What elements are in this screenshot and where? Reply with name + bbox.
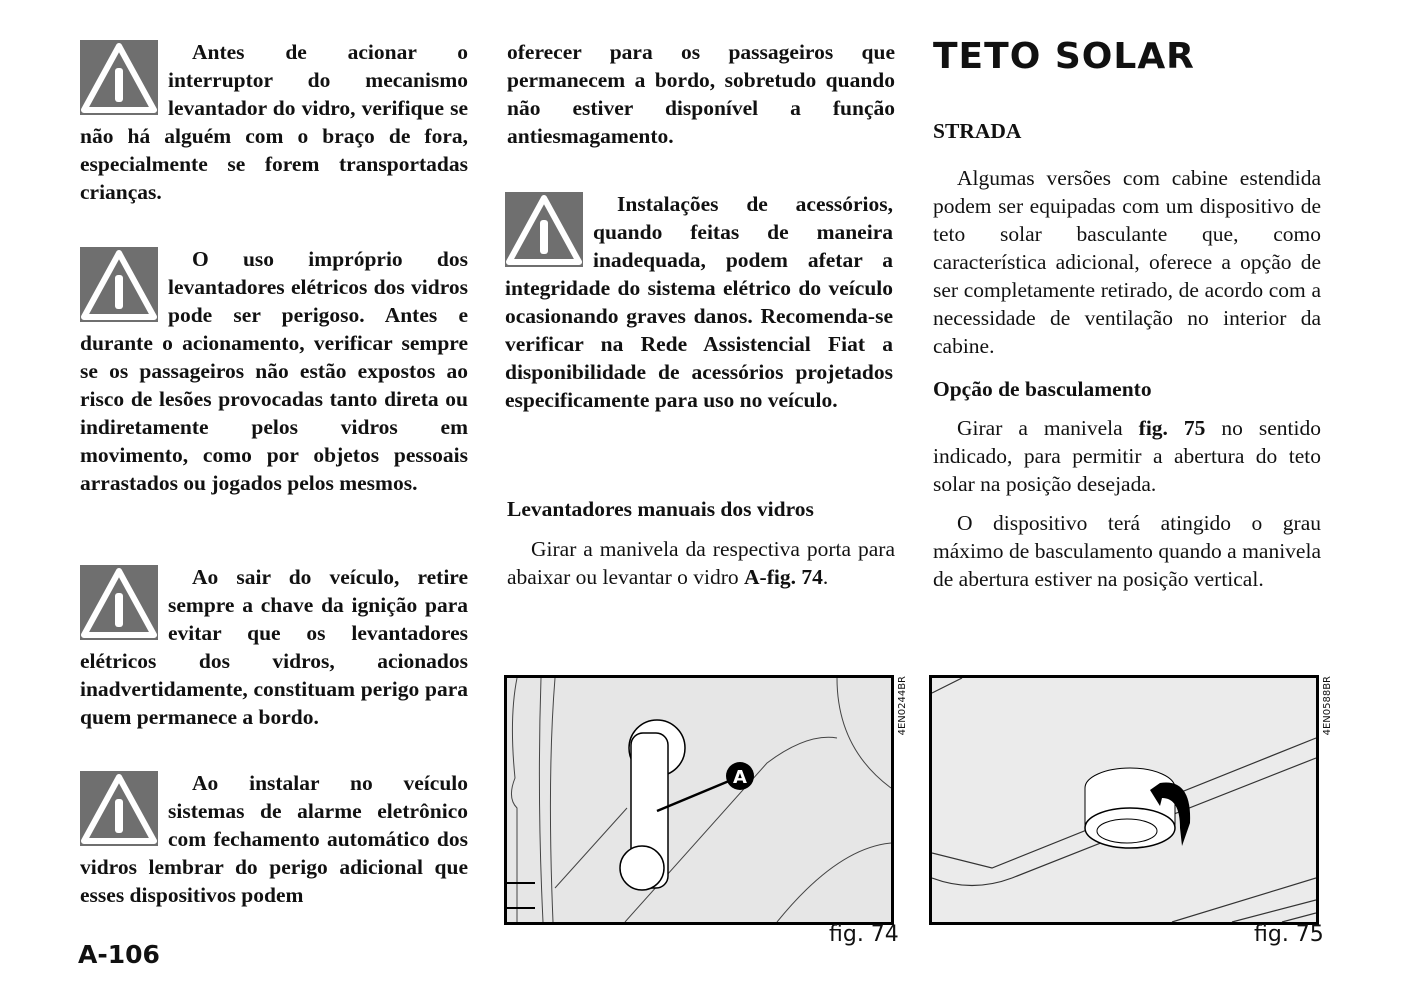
page-title: TETO SOLAR (933, 36, 1195, 77)
warning-block: Instalações de acessórios, quando feitas de maneira inadequada, podem afetar a integridade do sistema elétrico do veículo ocasionando graves danos. Recomenda-se verificar na Rede Assistencial Fiat a disponibilidade de acessórios projetados especificamente para uso no veículo. (505, 192, 893, 412)
figure-75 (929, 675, 1319, 925)
warning-block: O uso impróprio dos levantadores elétricos dos vidros pode ser perigoso. Antes e durante o acionamento, verificar sempre se os passageiros não estão expostos ao risco de lesões provocadas tanto direta ou indiretamente pelos vidros em movimento, como por objetos pessoais arrastados ou jogados pelos mesmos. (80, 247, 468, 495)
figure-reference: A-fig. 74 (744, 565, 823, 589)
window-crank-illustration (507, 678, 891, 922)
warning-triangle-icon (80, 565, 158, 640)
paragraph: Girar a manivela fig. 75 no sentido indicado, para permitir a abertura do teto solar na posição desejada. (933, 416, 1322, 496)
figure-reference: fig. 75 (1138, 416, 1206, 440)
page-number: A-106 (78, 940, 160, 969)
section-subtitle: STRADA (933, 119, 1022, 143)
paragraph: O dispositivo terá atingido o grau máximo de basculamento quando a manivela de abertura estiver na posição vertical. (933, 511, 1321, 591)
warning-triangle-icon (505, 192, 583, 267)
warning-block: Ao sair do veículo, retire sempre a chave da ignição para evitar que os levantadores elétricos dos vidros, acionados inadvertidamente, constituam perigo para quem permanece a bordo. (80, 565, 468, 729)
figure-74 (504, 675, 894, 925)
figure-caption: fig. 74 (829, 922, 899, 947)
paragraph: Algumas versões com cabine estendida podem ser equipadas com um dispositivo de teto solar basculante que, como característica adicional, oferece a opção de ser completamente retirado, de acordo com a necessidade de ventilação no interior da cabine. (933, 166, 1321, 358)
callout-label: A (733, 767, 747, 788)
sunroof-crank-illustration (932, 678, 1316, 922)
figure-code: 4EN0244BR (897, 676, 908, 736)
section-heading: Levantadores manuais dos vidros (507, 497, 814, 521)
paragraph: Girar a manivela da respectiva porta para abaixar ou levantar o vidro A-fig. 74. (507, 537, 895, 589)
warning-triangle-icon (80, 40, 158, 115)
warning-triangle-icon (80, 771, 158, 846)
figure-code: 4EN0588BR (1322, 676, 1333, 736)
warning-triangle-icon (80, 247, 158, 322)
warning-block: Antes de acionar o interruptor do mecanismo levantador do vidro, verifique se não há alguém com o braço de fora, especialmente se forem transportadas crianças. (80, 40, 468, 204)
warning-block: Ao instalar no veículo sistemas de alarme eletrônico com fechamento automático dos vidros lembrar do perigo adicional que esses dispositivos podem (80, 771, 468, 907)
warning-continuation: oferecer para os passageiros que permanecem a bordo, sobretudo quando não estiver disponível a função antiesmagamento. (507, 40, 895, 148)
figure-caption: fig. 75 (1254, 922, 1324, 947)
section-heading: Opção de basculamento (933, 377, 1152, 401)
